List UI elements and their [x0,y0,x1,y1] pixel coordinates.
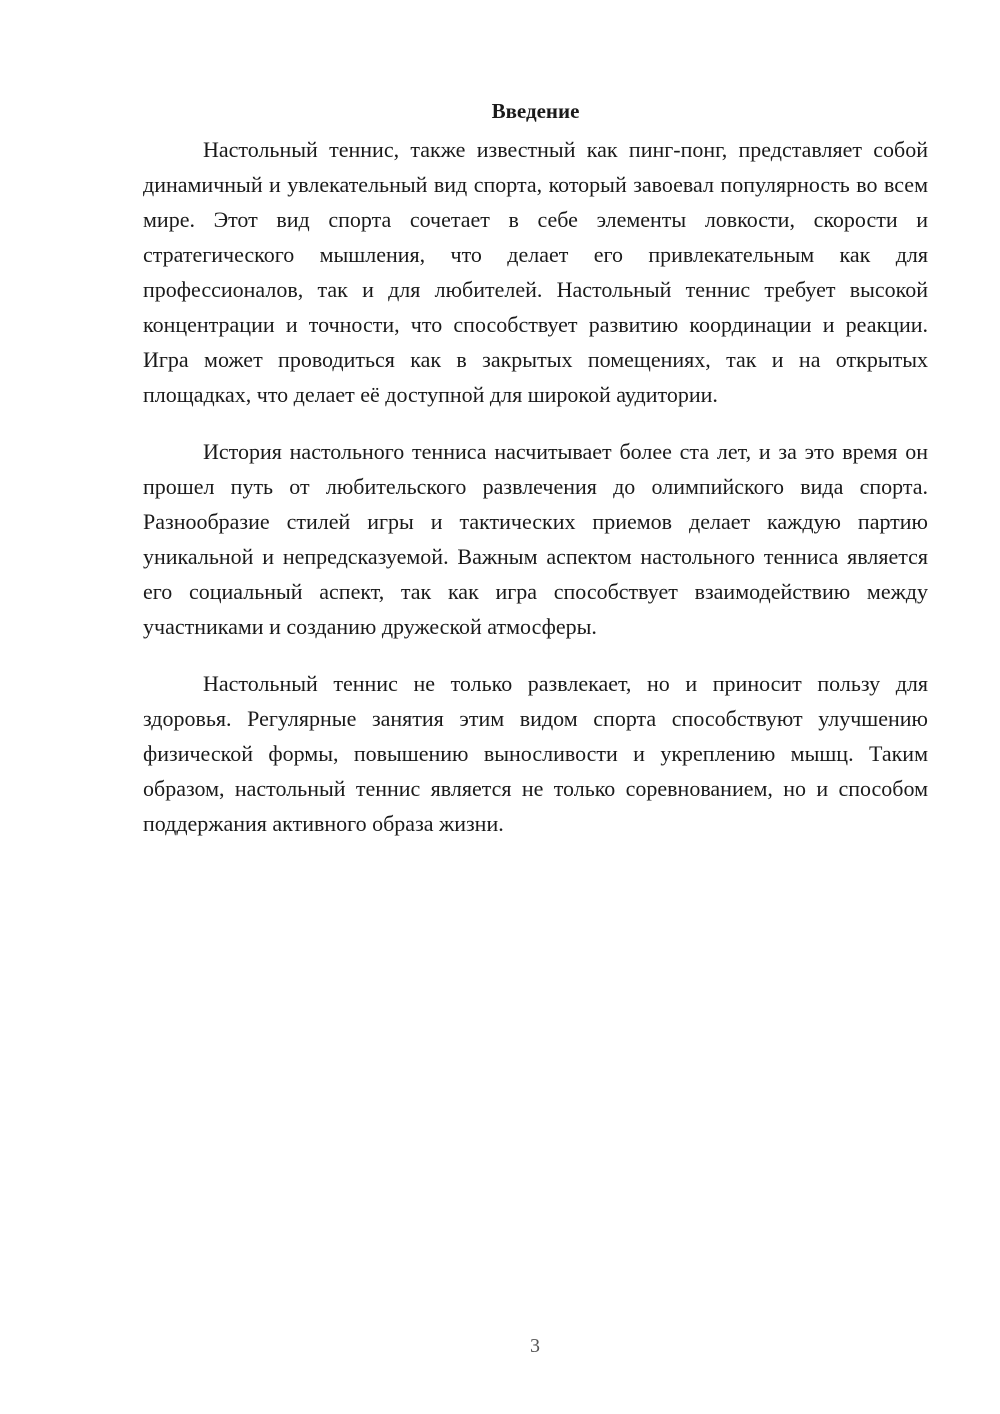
paragraph-2: История настольного тенниса насчитывает более ста лет, и за это время он прошел путь от любительского развлечения до олимпийского вида спорта. Разнообразие стилей игры и тактических приемов делает каждую партию уникальной и непредсказуемой. Важным аспектом настольного тенниса является его социальный аспект, так как игра способствует взаимодействию между участниками и созданию дружеской атмосферы. [143,439,928,639]
paragraph-3: Настольный теннис не только развлекает, но и приносит пользу для здоровья. Регулярные занятия этим видом спорта способствуют улучшению физической формы, повышению выносливости и укреплению мышц. Таким образом, настольный теннис является не только соревнованием, но и способом поддержания активного образа жизни. [143,671,928,836]
section-heading: Введение [491,99,580,123]
page-number: 3 [530,1335,540,1357]
paragraph-1: Настольный теннис, также известный как пинг-понг, представляет собой динамичный и увлекательный вид спорта, который завоевал популярность во всем мире. Этот вид спорта сочетает в себе элементы ловкости, скорости и стратегического мышления, что делает его привлекательным как для профессионалов, так и для любителей. Настольный теннис требует высокой концентрации и точности, что способствует развитию координации и реакции. Игра может проводиться как в закрытых помещениях, так и на открытых площадках, что делает её доступной для широкой аудитории. [143,137,928,407]
page-content [143,96,928,863]
